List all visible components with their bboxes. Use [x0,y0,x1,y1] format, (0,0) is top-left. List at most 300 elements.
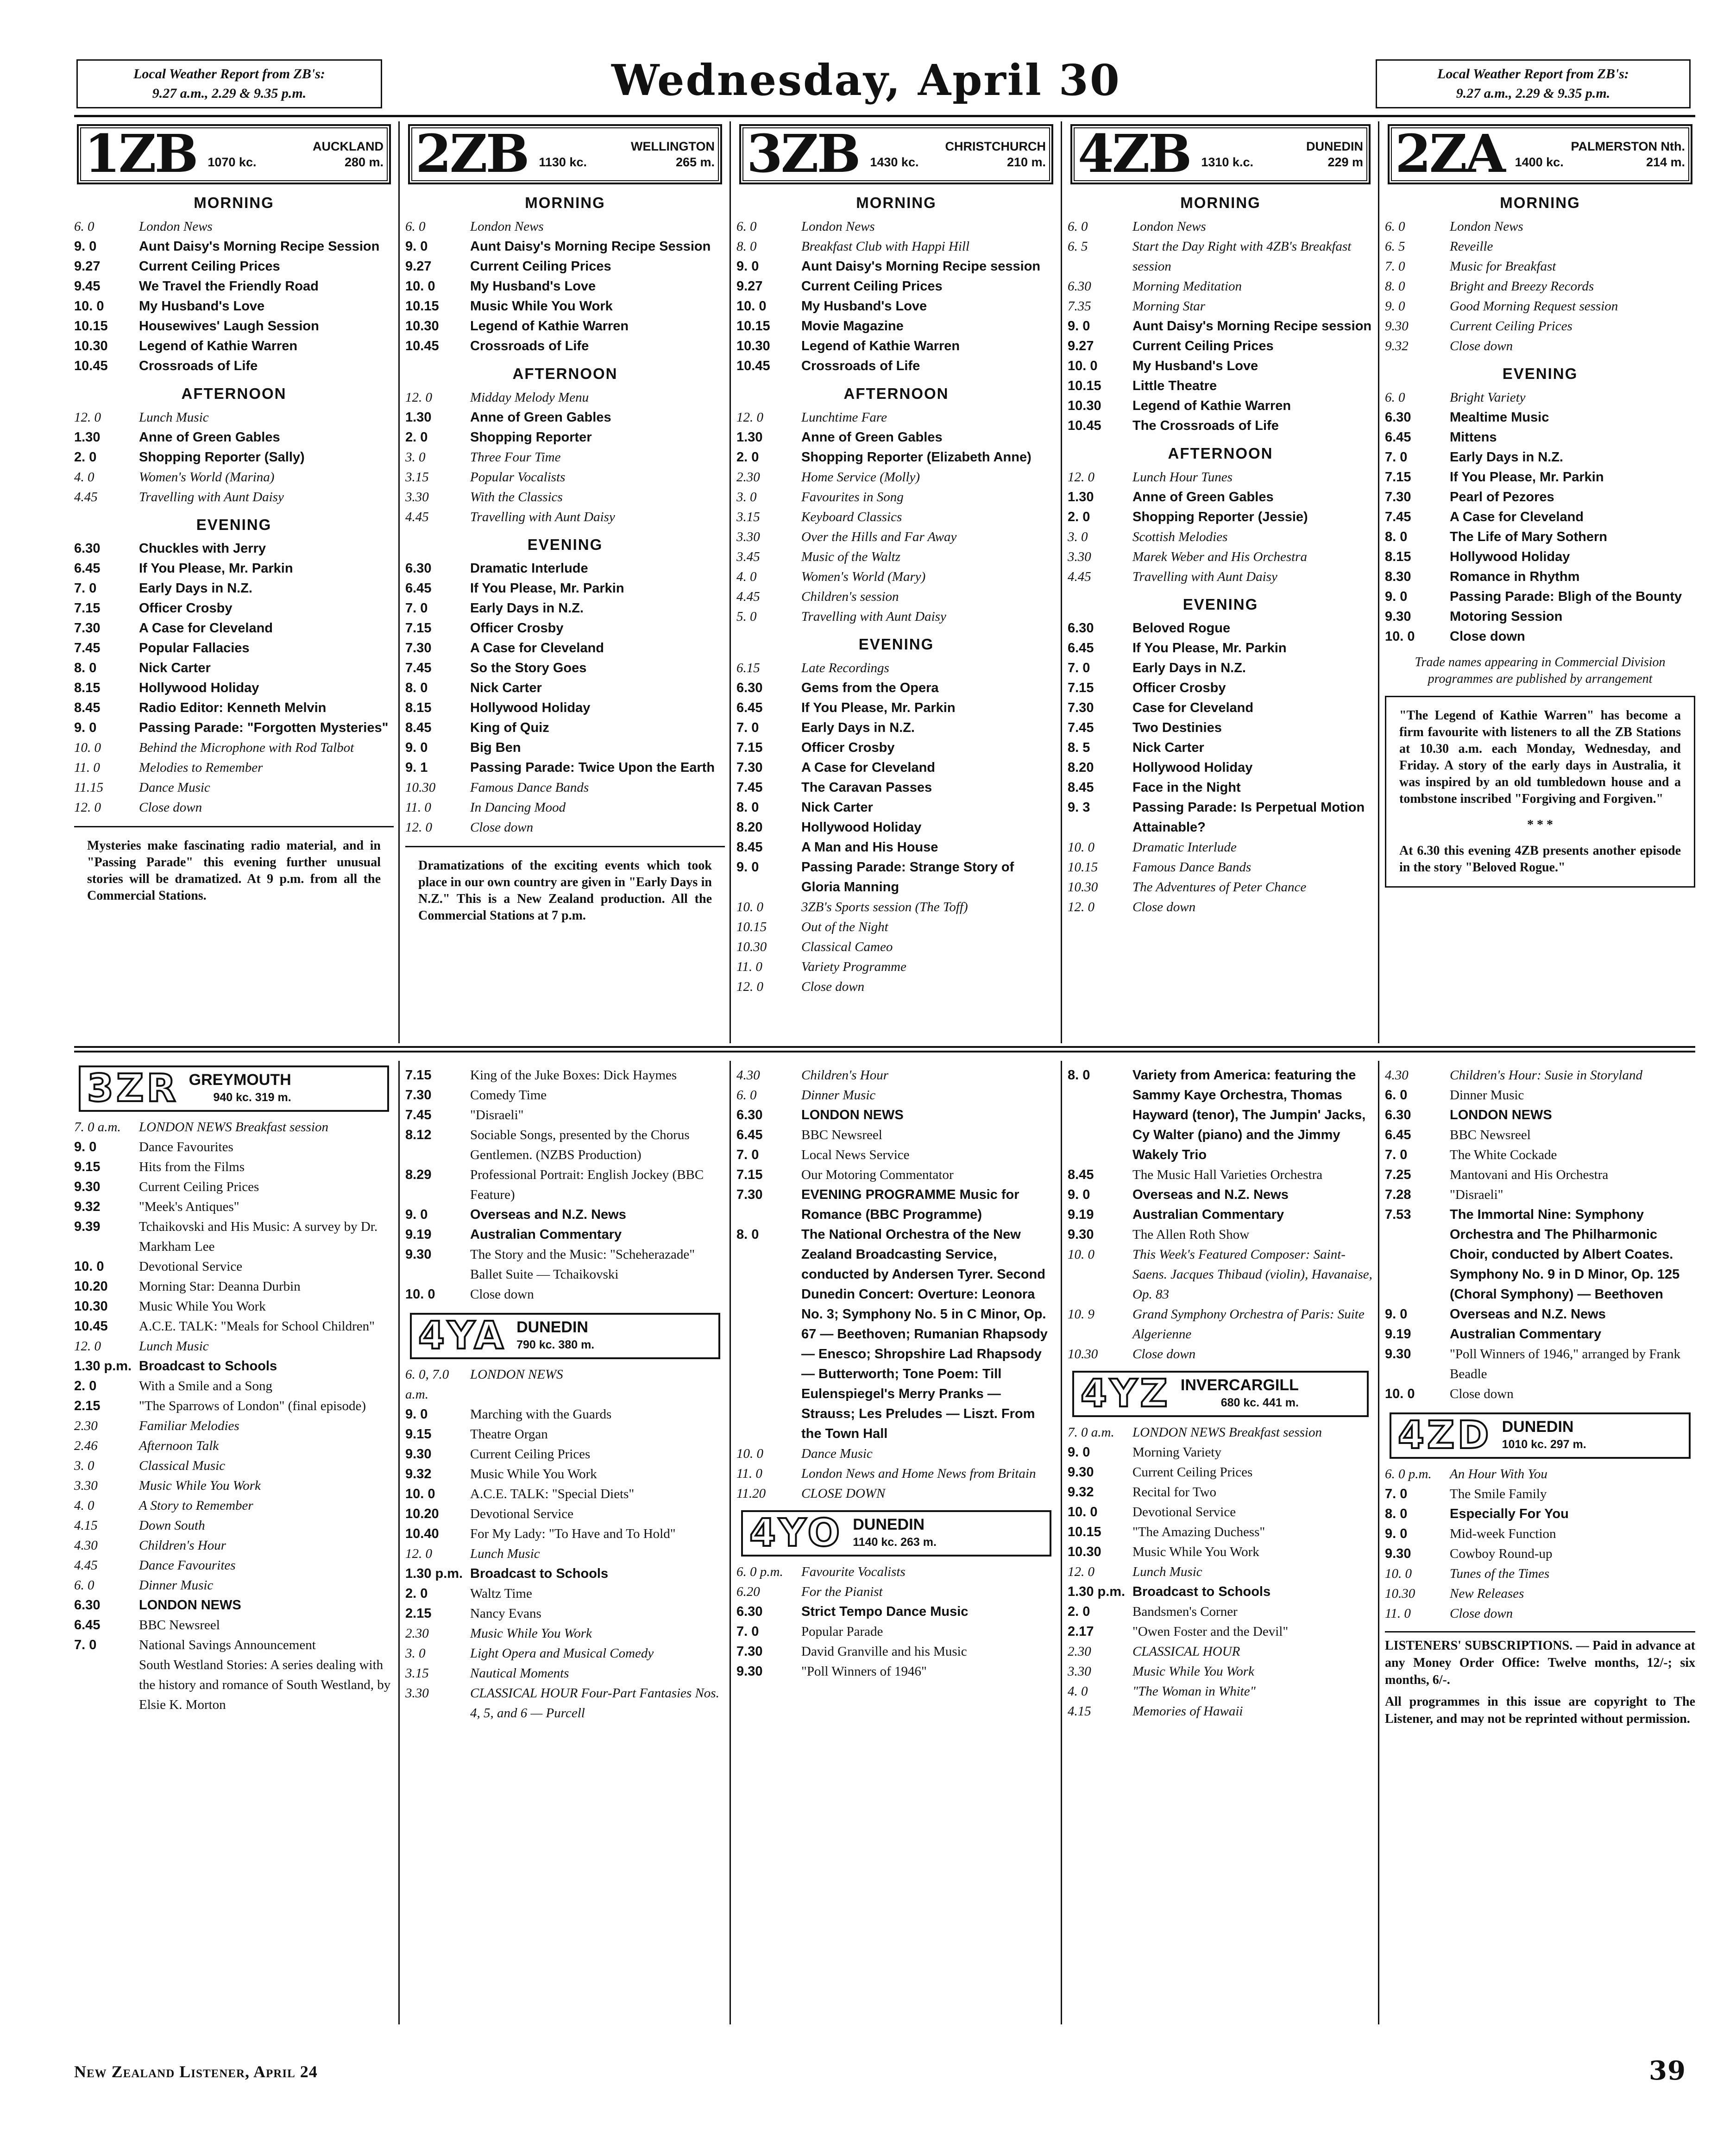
programme-row [405,1165,725,1205]
promo-stars: * * * [1527,818,1553,832]
programme-title: Women's World (Marina) [139,470,275,485]
programme-time: 10.30 [736,339,770,353]
programme-row [74,1416,394,1436]
programme-row [74,1197,394,1217]
programme-time: 2.30 [736,470,760,485]
programme-row [1385,1125,1695,1145]
programme-title: Close down [801,979,865,994]
programme-row [1068,718,1373,738]
programme-time: 6. 0 [74,219,94,234]
section-heading: EVENING [527,536,603,553]
programme-title: The Crossroads of Life [1132,418,1279,433]
station-meta [1502,1418,1586,1453]
section-heading: EVENING [1502,365,1578,382]
programme-row [736,1145,1056,1165]
programme-title: Nancy Evans [470,1606,541,1621]
programme-time: 9.32 [1068,1485,1094,1500]
programme-time: 7.30 [1385,490,1411,504]
station-kc: 1310 k.c. [1201,155,1253,169]
programme-time: 4.15 [1068,1704,1091,1719]
programme-title: BBC Newsreel [801,1128,882,1142]
station-kc: 1070 kc. [208,155,257,169]
programme-time: 7. 0 [1068,661,1090,675]
programme-time: 6.45 [736,1128,763,1142]
programme-title: Officer Crosby [801,740,895,755]
programme-time: 6.30 [1385,1108,1411,1122]
programme-time: 8. 0 [736,1227,759,1242]
programme-row [736,1642,1056,1662]
programme-time: 9. 3 [1068,800,1090,815]
programme-row [1068,1462,1373,1482]
programme-row [74,798,394,818]
programme-row [405,1225,725,1245]
programme-time: 9.27 [405,259,432,274]
programme-row [736,217,1056,237]
programme-title: Grand Symphony Orchestra of Paris: Suite Algerienne [1132,1307,1365,1342]
programme-time: 12. 0 [1068,470,1094,485]
programme-row [736,738,1056,758]
programme-title: Devotional Service [1132,1505,1236,1519]
programme-title: Current Ceiling Prices [1450,319,1572,334]
station-frequency: 940 kc. 319 m. [213,1091,291,1104]
feature-note: Dramatizations of the exciting events which took place in our own country are given in "Early Days in N.Z." This is a New Zealand production. All the Commercial Stations at 7 p.m. [405,846,725,934]
programme-row [405,277,725,296]
programme-title: Crossroads of Life [801,359,920,373]
programme-row [74,237,394,257]
programme-time: 10.15 [1068,1525,1101,1539]
programme-time: 9. 0 [1068,1445,1090,1460]
station-frequency [208,154,384,170]
programme-row [736,1225,1056,1444]
programme-title: Pearl of Pezores [1450,490,1554,504]
programme-time: 9. 0 [1385,299,1405,314]
programme-title: Home Service (Molly) [801,470,920,485]
programme-title: Variety Programme [801,959,906,974]
programme-time: 9. 0 [736,860,759,875]
programme-row [74,1556,394,1576]
programme-title: Popular Parade [801,1624,883,1639]
programme-title: We Travel the Friendly Road [139,279,319,294]
programme-title: South Westland Stories: A series dealing with the history and romance of South Westland, by Elsie K. Morton [139,1658,391,1712]
programme-row [736,467,1056,487]
programme-row [405,1484,725,1504]
programme-time: 9. 0 [1385,589,1408,604]
programme-row [405,738,725,758]
programme-title: Favourite Vocalists [801,1564,906,1579]
section-rule [74,1046,1695,1048]
programme-title: Broadcast to Schools [1132,1584,1271,1599]
programme-row [405,1644,725,1664]
programme-row [736,1444,1056,1464]
programme-row [736,658,1056,678]
programme-title: Big Ben [470,740,521,755]
programme-title: A Case for Cleveland [470,641,604,656]
programme-time: 10. 0 [74,299,104,314]
programme-title: "The Amazing Duchess" [1132,1525,1265,1539]
programme-title: Beloved Rogue [1132,621,1231,636]
programme-time: 8. 0 [405,681,428,695]
programme-time: 6.45 [74,561,101,576]
programme-row [736,428,1056,448]
programme-time: 7. 0 a.m. [1068,1425,1114,1440]
programme-row [1068,1305,1373,1344]
programme-row [1385,1464,1695,1484]
programme-row [405,618,725,638]
station-badge [77,124,391,184]
programme-row [736,698,1056,718]
programme-row [74,1336,394,1356]
programme-row [736,778,1056,798]
programme-time: 12. 0 [736,979,763,994]
programme-time: 11. 0 [1385,1606,1411,1621]
programme-title: Close down [1450,1606,1513,1621]
programme-title: The Adventures of Peter Chance [1132,880,1307,895]
station-metres: 280 m. [344,155,384,169]
column-divider [1061,1061,1062,2024]
programme-row [405,316,725,336]
programme-row [1385,1604,1695,1624]
weather-report-right [1376,59,1691,108]
programme-row [1068,296,1373,316]
programme-time: 6. 0 [405,219,426,234]
programme-row [1385,1185,1695,1205]
programme-row [405,1504,725,1524]
programme-time: 10.15 [736,319,770,334]
programme-title: Australian Commentary [1132,1207,1284,1222]
programme-row [1068,277,1373,296]
programme-title: Light Opera and Musical Comedy [470,1646,654,1661]
programme-title: Bright and Breezy Records [1450,279,1594,294]
station-callsign: 4ZB [1078,124,1190,184]
column-divider [730,121,731,1043]
programme-time: 2.46 [74,1438,98,1453]
programme-row [74,217,394,237]
programme-title: Popular Vocalists [470,470,566,485]
programme-title: Anne of Green Gables [139,430,280,445]
programme-time: 2. 0 [405,1586,428,1601]
programme-row [1068,376,1373,396]
programme-time: 2.15 [74,1399,101,1413]
programme-row [1385,1524,1695,1544]
programme-row [1068,1602,1373,1622]
programme-row [736,1602,1056,1622]
programme-title: CLASSICAL HOUR [1132,1644,1240,1659]
programme-row [74,638,394,658]
programme-row [1385,1384,1695,1404]
programme-time: 10.45 [74,1319,108,1334]
programme-row [1068,1065,1373,1165]
programme-time: 10.30 [1385,1586,1415,1601]
programme-title: Crossroads of Life [139,359,258,373]
programme-row [405,579,725,599]
programme-title: A.C.E. TALK: "Meals for School Children" [139,1319,375,1334]
programme-title: Early Days in N.Z. [139,581,252,596]
programme-time: 7.30 [1068,700,1094,715]
programme-title: Legend of Kathie Warren [801,339,960,353]
station-city: PALMERSTON Nth. [1571,139,1685,153]
programme-time: 10.30 [405,780,436,795]
programme-title: Current Ceiling Prices [470,259,611,274]
programme-title: Shopping Reporter (Jessie) [1132,510,1308,524]
programme-row [1068,1443,1373,1462]
programme-time: 11. 0 [74,760,100,775]
programme-title: CLASSICAL HOUR Four-Part Fantasies Nos. 4, 5, and 6 — Purcell [470,1686,719,1721]
programme-time: 8. 0 [736,239,757,254]
programme-time: 9.30 [405,1247,432,1262]
station-meta [189,1071,291,1106]
section-heading: MORNING [856,194,937,211]
programme-title: "The Woman in White" [1132,1684,1256,1699]
programme-time: 4.30 [74,1538,98,1553]
programme-row [74,1595,394,1615]
programme-time: 10.15 [1068,860,1098,875]
programme-time: 8.12 [405,1128,432,1142]
programme-time: 6. 0 [736,219,757,234]
programme-time: 10.15 [74,319,108,334]
programme-title: If You Please, Mr. Parkin [470,581,624,596]
programme-time: 7.15 [74,601,101,616]
subscription-note: LISTENERS' SUBSCRIPTIONS. — Paid in advance at any Money Order Office: Twelve months, 12/-; six months, 6/-. [1385,1639,1695,1687]
page-number: 39 [1649,2055,1686,2086]
programme-time: 6. 5 [1385,239,1405,254]
station-badge [408,124,722,184]
programme-row [1385,487,1695,507]
programme-time: 8.29 [405,1167,432,1182]
programme-title: Hollywood Holiday [139,681,259,695]
programme-title: Hollywood Holiday [470,700,591,715]
programme-title: Dinner Music [801,1088,876,1103]
programme-title: Travelling with Aunt Daisy [139,490,284,504]
programme-time: 8.45 [736,840,763,855]
programme-time: 6.30 [1068,279,1091,294]
programme-time: 12. 0 [405,1546,432,1561]
programme-title: Music While You Work [139,1478,261,1493]
station-badge [410,1313,720,1359]
programme-title: Close down [470,820,534,835]
programme-title: A Case for Cleveland [139,621,273,636]
programme-time: 12. 0 [405,390,432,405]
programme-time: 6.30 [736,681,763,695]
station-callsign: 4ZD [1398,1413,1492,1457]
lower-column-4 [1068,1065,1373,1721]
programme-title: Current Ceiling Prices [470,1447,591,1462]
programme-title: Housewives' Laugh Session [139,319,319,334]
programme-row [1385,607,1695,627]
programme-title: LONDON NEWS [1450,1108,1552,1122]
programme-time: 10.30 [736,939,767,954]
programme-row [1385,567,1695,587]
programme-title: Dance Favourites [139,1558,236,1573]
programme-time: 2.17 [1068,1624,1094,1639]
programme-time: 9.30 [1068,1465,1094,1480]
programme-title: Close down [1450,629,1525,644]
programme-title: BBC Newsreel [139,1618,220,1632]
programme-row [736,1582,1056,1602]
programme-time: 10.40 [405,1526,439,1541]
programme-time: 3.30 [74,1478,98,1493]
weather-line2: 9.27 a.m., 2.29 & 9.35 p.m. [1456,86,1610,101]
programme-row [405,658,725,678]
programme-row [74,599,394,618]
title-rule [74,115,1695,117]
programme-title: Chuckles with Jerry [139,541,266,556]
programme-time: 4. 0 [74,470,94,485]
programme-time: 9. 0 [74,239,97,254]
programme-time: 9.15 [74,1160,101,1174]
programme-row [736,1105,1056,1125]
programme-title: National Savings Announcement [139,1638,316,1652]
programme-time: 9. 0 [405,1407,428,1422]
station-callsign: 1ZB [84,124,197,184]
programme-time: 6.45 [405,581,432,596]
programme-time: 9.27 [1068,339,1094,353]
programme-title: Little Theatre [1132,378,1217,393]
station-callsign: 4YA [418,1314,507,1358]
programme-row [74,448,394,467]
programme-time: 11. 0 [736,959,762,974]
programme-title: Anne of Green Gables [1132,490,1274,504]
programme-time: 7.15 [405,621,432,636]
programme-row [74,1137,394,1157]
programme-title: Our Motoring Commentator [801,1167,954,1182]
programme-time: 1.30 [405,410,432,425]
programme-time: 7. 0 [74,581,97,596]
programme-row [405,1664,725,1683]
programme-time: 8. 0 [1385,529,1408,544]
programme-title: "Owen Foster and the Devil" [1132,1624,1289,1639]
programme-time: 10.45 [405,339,439,353]
programme-row [1068,778,1373,798]
programme-time: 3.45 [736,549,760,564]
section-heading: MORNING [1500,194,1580,211]
station-callsign: 2ZA [1395,124,1504,184]
trade-names-note: Trade names appearing in Commercial Division programmes are published by arrangement [1415,655,1666,686]
station-frequency: 790 kc. 380 m. [516,1338,595,1351]
programme-title: Hollywood Holiday [1132,760,1253,775]
programme-title: Dramatic Interlude [1132,840,1237,855]
copyright-note: All programmes in this issue are copyright to The Listener, and may not be reprinted without permission. [1385,1695,1695,1726]
programme-title: King of the Juke Boxes: Dick Haymes [470,1068,677,1083]
programme-row [405,1065,725,1085]
station-callsign: 4YZ [1081,1372,1170,1416]
programme-row [1068,336,1373,356]
programme-time: 10.15 [405,299,439,314]
programme-row [1068,897,1373,917]
programme-title: A Case for Cleveland [801,760,936,775]
programme-row [1068,467,1373,487]
programme-title: The White Cockade [1450,1147,1557,1162]
station-metres: 214 m. [1646,155,1685,169]
programme-time: 9.27 [736,279,763,294]
programme-title: LONDON NEWS [470,1367,563,1382]
programme-row [74,579,394,599]
programme-row [405,1624,725,1644]
programme-title: Current Ceiling Prices [1132,1465,1253,1480]
programme-time: 10. 0 [1385,629,1415,644]
programme-time: 5. 0 [736,609,757,624]
programme-row [736,1125,1056,1145]
programme-time: 3. 0 [736,490,757,504]
programme-time: 10.15 [1068,378,1101,393]
programme-time: 10.45 [74,359,108,373]
subscription-rule [1385,1631,1695,1632]
programme-row [74,1655,394,1715]
programme-row [405,1444,725,1464]
programme-row [74,277,394,296]
programme-time: 10. 0 [405,279,435,294]
programme-title: Morning Meditation [1132,279,1242,294]
programme-title: Nick Carter [139,661,211,675]
programme-title: Two Destinies [1132,720,1222,735]
programme-row [74,257,394,277]
programme-title: With the Classics [470,490,563,504]
station-meta [853,1516,937,1551]
lower-column-3zr [74,1065,394,1715]
section-heading: MORNING [194,194,274,211]
programme-title: London News [1450,219,1523,234]
programme-title: Broadcast to Schools [139,1359,277,1374]
programme-title: The Immortal Nine: Symphony Orchestra and The Philharmonic Choir, conducted by Albert Coates. Symphony No. 9 in D Minor, Op. 125 (Choral Symphony) — Beethoven [1450,1207,1680,1302]
programme-time: 6.30 [736,1108,763,1122]
programme-time: 10. 0 [74,1259,104,1274]
programme-time: 7. 0 [736,1624,759,1639]
programme-row [736,818,1056,838]
station-badge [1070,124,1371,184]
section-rule [74,1051,1695,1053]
programme-row [1385,507,1695,527]
programme-time: 7.15 [1068,681,1094,695]
programme-row [405,798,725,818]
programme-title: Marek Weber and His Orchestra [1132,549,1307,564]
programme-time: 11.15 [74,780,104,795]
programme-time: 3.30 [1068,1664,1091,1679]
programme-time: 8. 0 [74,661,97,675]
programme-row [1068,618,1373,638]
programme-row [405,599,725,618]
programme-title: Case for Cleveland [1132,700,1254,715]
programme-title: Lunch Music [470,1546,540,1561]
programme-title: Popular Fallacies [139,641,250,656]
column-divider [730,1061,731,2024]
programme-time: 9. 0 [1068,1187,1090,1202]
programme-title: Officer Crosby [1132,681,1226,695]
programme-time: 1.30 [1068,490,1094,504]
programme-row [736,937,1056,957]
programme-row [1385,527,1695,547]
programme-title: Anne of Green Gables [470,410,611,425]
station-city: WELLINGTON [631,139,715,153]
programme-row [1068,857,1373,877]
programme-time: 9. 0 [1385,1526,1408,1541]
programme-time: 10. 0 [1068,1505,1098,1519]
programme-time: 3. 0 [74,1458,94,1473]
programme-title: Hits from the Films [139,1160,245,1174]
station-meta [539,139,715,170]
programme-time: 2.30 [1068,1644,1091,1659]
programme-row [736,567,1056,587]
programme-row [405,1424,725,1444]
station-badge [739,124,1053,184]
programme-title: Music While You Work [139,1299,266,1314]
programme-title: New Releases [1450,1586,1524,1601]
programme-title: Overseas and N.Z. News [470,1207,626,1222]
programme-row [74,336,394,356]
programme-row [405,1564,725,1584]
programme-title: Famous Dance Bands [470,780,589,795]
programme-title: With a Smile and a Song [139,1379,272,1393]
programme-row [1385,408,1695,428]
station-meta [1181,1376,1299,1412]
